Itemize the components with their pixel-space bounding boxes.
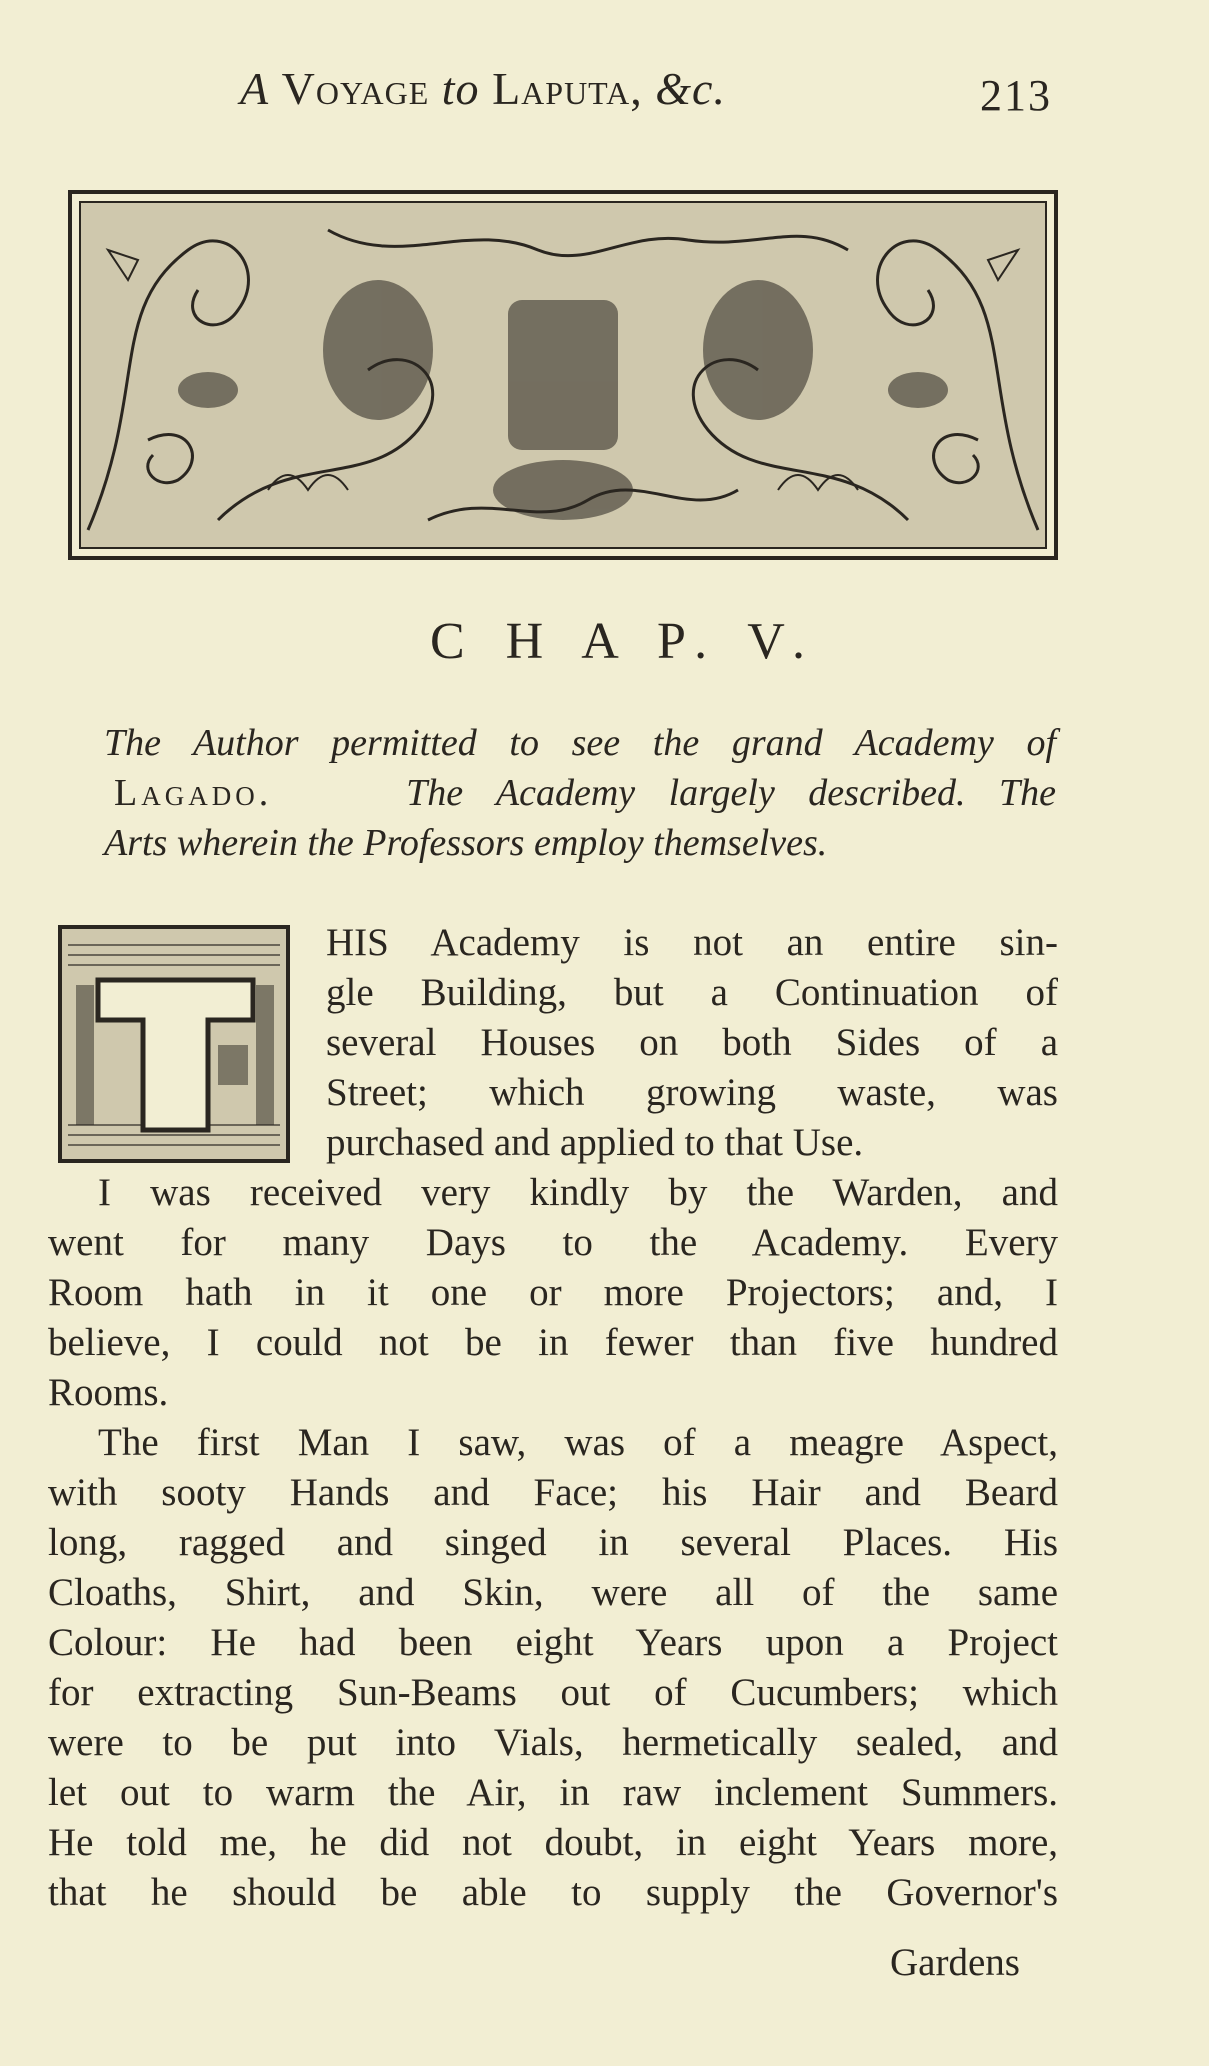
body-line: for extracting Sun-Beams out of Cucumbers; which	[48, 1671, 1058, 1714]
body-line: Colour: He had been eight Years upon a Project	[48, 1621, 1058, 1664]
ornamental-headpiece-icon	[68, 190, 1058, 560]
body-line: several Houses on both Sides of a	[326, 1021, 1058, 1064]
running-head-etc: &c.	[655, 63, 726, 114]
chapter-heading: C H A P. V.	[429, 613, 820, 670]
body-line: purchased and applied to that Use.	[326, 1121, 864, 1164]
running-head	[240, 62, 850, 115]
body-line: I was received very kindly by the Warden, and	[98, 1171, 1058, 1214]
body-line: HIS Academy is not an entire sin-	[326, 921, 1058, 964]
page-number: 213	[980, 71, 1052, 120]
summary-line-1: The Author permitted to see the grand Academy of	[104, 722, 1056, 764]
chapter-summary	[104, 718, 1056, 868]
body-line: Rooms.	[48, 1371, 169, 1414]
body-line: that he should be able to supply the Governor's	[48, 1871, 1058, 1914]
body-line: went for many Days to the Academy. Every	[48, 1221, 1058, 1264]
summary-line-2	[104, 768, 1056, 818]
body-line: let out to warm the Air, in raw inclement Summers.	[48, 1771, 1058, 1814]
body-line: believe, I could not be in fewer than five hundred	[48, 1321, 1058, 1364]
body-line: with sooty Hands and Face; his Hair and Beard	[48, 1471, 1058, 1514]
running-head-voyage: Voyage	[281, 63, 430, 114]
running-head-to: to	[441, 63, 480, 114]
running-head-laputa: Laputa,	[492, 63, 643, 114]
body-text	[48, 918, 1058, 1918]
body-line: Street; which growing waste, was	[326, 1071, 1058, 1114]
body-line: The first Man I saw, was of a meagre Aspect,	[98, 1421, 1058, 1464]
summary-line-2-rest: The Academy largely described. The	[406, 772, 1056, 814]
body-line: long, ragged and singed in several Places. His	[48, 1521, 1058, 1564]
summary-line-3: Arts wherein the Professors employ themselves.	[104, 822, 828, 864]
catchword: Gardens	[890, 1941, 1020, 1984]
body-line: were to be put into Vials, hermetically sealed, and	[48, 1721, 1058, 1764]
body-line: He told me, he did not doubt, in eight Years more,	[48, 1821, 1058, 1864]
body-line: gle Building, but a Continuation of	[326, 971, 1058, 1014]
body-line: Cloaths, Shirt, and Skin, were all of the same	[48, 1571, 1058, 1614]
body-line: Room hath in it one or more Projectors; and, I	[48, 1271, 1058, 1314]
summary-lagado: Lagado.	[114, 772, 273, 814]
running-head-a: A	[240, 63, 270, 114]
